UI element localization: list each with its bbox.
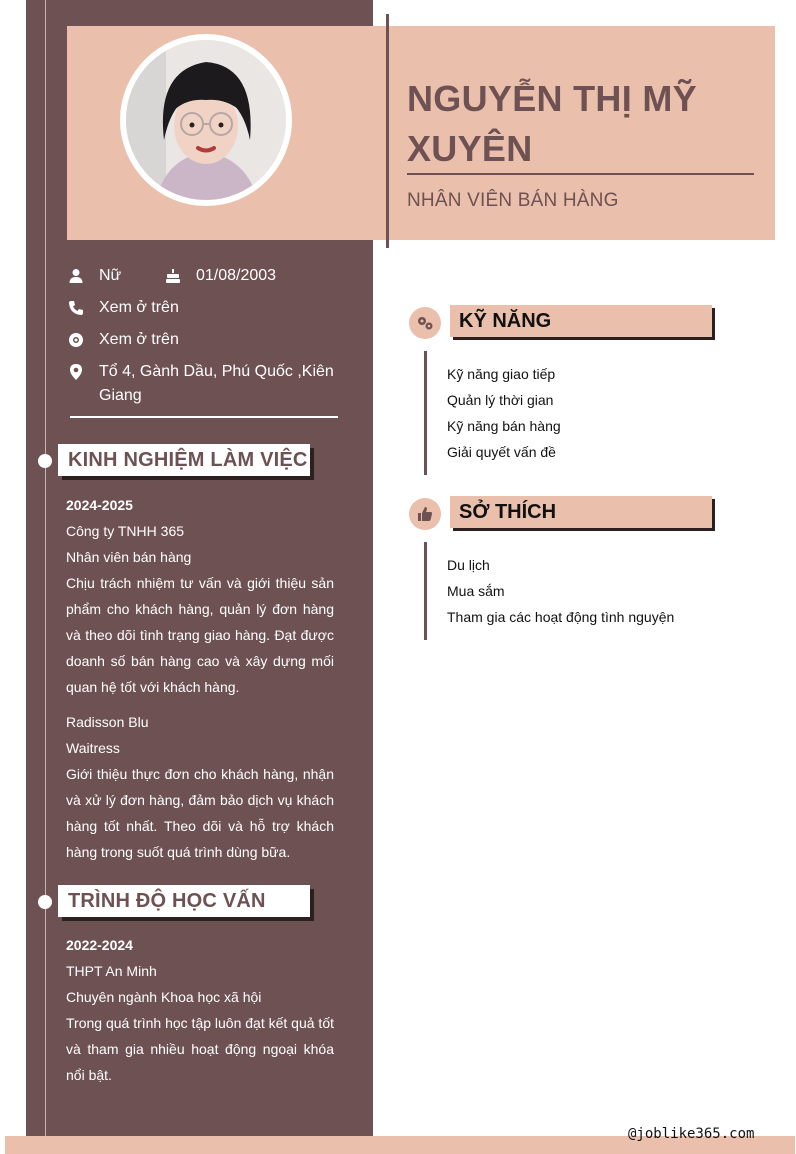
- experience-item: [66, 492, 334, 700]
- job-description: Chịu trách nhiệm tư vấn và giới thiệu sản phẩm cho khách hàng, quản lý đơn hàng và theo dõi tình trạng giao hàng. Đạt được doanh số bán hàng cao và xây dựng mối quan hệ tốt với khách hàng.: [66, 575, 334, 695]
- skills-heading: KỸ NĂNG: [450, 305, 712, 337]
- header-divider: [386, 14, 389, 248]
- skill-item: Kỹ năng bán hàng: [447, 418, 561, 434]
- education-heading: TRÌNH ĐỘ HỌC VẤN: [58, 885, 310, 917]
- timeline-dot: [38, 895, 52, 909]
- education-school: THPT An Minh: [66, 963, 157, 979]
- experience-heading: KINH NGHIỆM LÀM VIỆC: [58, 444, 310, 476]
- user-icon: [67, 264, 85, 288]
- thumbs-up-icon: [409, 498, 441, 530]
- avatar-illustration: [126, 40, 286, 200]
- phone-value: Xem ở trên: [99, 299, 179, 316]
- full-name: NGUYỄN THỊ MỸ XUYÊN: [407, 78, 697, 169]
- hobbies-list: [447, 552, 674, 630]
- experience-item: [66, 709, 334, 865]
- education-period: 2022-2024: [66, 937, 133, 953]
- skill-item: Quản lý thời gian: [447, 392, 554, 408]
- gears-icon: [409, 307, 441, 339]
- avatar: [120, 34, 292, 206]
- birthday-value: 01/08/2003: [196, 267, 277, 284]
- gender-row: [67, 264, 121, 288]
- job-title: NHÂN VIÊN BÁN HÀNG: [407, 190, 619, 211]
- job-company: Công ty TNHH 365: [66, 523, 185, 539]
- hobbies-bar: [424, 542, 427, 640]
- contact-divider: [70, 416, 338, 418]
- education-item: [66, 932, 334, 1088]
- gender-value: Nữ: [99, 267, 122, 284]
- job-position: Waitress: [66, 740, 120, 756]
- email-value: Xem ở trên: [99, 331, 179, 348]
- hobby-item: Mua sắm: [447, 583, 505, 599]
- job-position: Nhân viên bán hàng: [66, 549, 192, 565]
- hobbies-heading: SỞ THÍCH: [450, 496, 712, 528]
- name-underline: [407, 173, 754, 175]
- birthday-row: [164, 264, 276, 288]
- location-icon: [67, 360, 85, 384]
- email-row: [67, 328, 179, 352]
- hobby-item: Tham gia các hoạt động tình nguyện: [447, 609, 675, 625]
- job-company: Radisson Blu: [66, 714, 149, 730]
- job-description: Giới thiệu thực đơn cho khách hàng, nhận và xử lý đơn hàng, đảm bảo dịch vụ khách hàng tốt nhất. Theo dõi và hỗ trợ khách hàng trong suốt quá trình dùng bữa.: [66, 766, 334, 860]
- skill-item: Kỹ năng giao tiếp: [447, 366, 556, 382]
- timeline-line: [45, 0, 46, 1138]
- address-value: Tổ 4, Gành Dầu, Phú Quốc ,Kiên Giang: [99, 363, 334, 404]
- phone-row: [67, 296, 179, 320]
- phone-icon: [67, 296, 85, 320]
- footer-watermark: @joblike365.com: [628, 1126, 755, 1142]
- hobby-item: Du lịch: [447, 557, 490, 573]
- education-description: Trong quá trình học tập luôn đạt kết quả tốt và tham gia nhiều hoạt động ngoại khóa nổi bật.: [66, 1015, 334, 1083]
- timeline-dot: [38, 454, 52, 468]
- cake-icon: [164, 264, 182, 288]
- skills-list: [447, 361, 561, 465]
- education-major: Chuyên ngành Khoa học xã hội: [66, 989, 262, 1005]
- skills-bar: [424, 351, 427, 475]
- address-row: [67, 360, 337, 408]
- email-icon: [67, 328, 85, 352]
- avatar-photo: [126, 40, 286, 200]
- skill-item: Giải quyết vấn đề: [447, 444, 556, 460]
- job-period: 2024-2025: [66, 497, 133, 513]
